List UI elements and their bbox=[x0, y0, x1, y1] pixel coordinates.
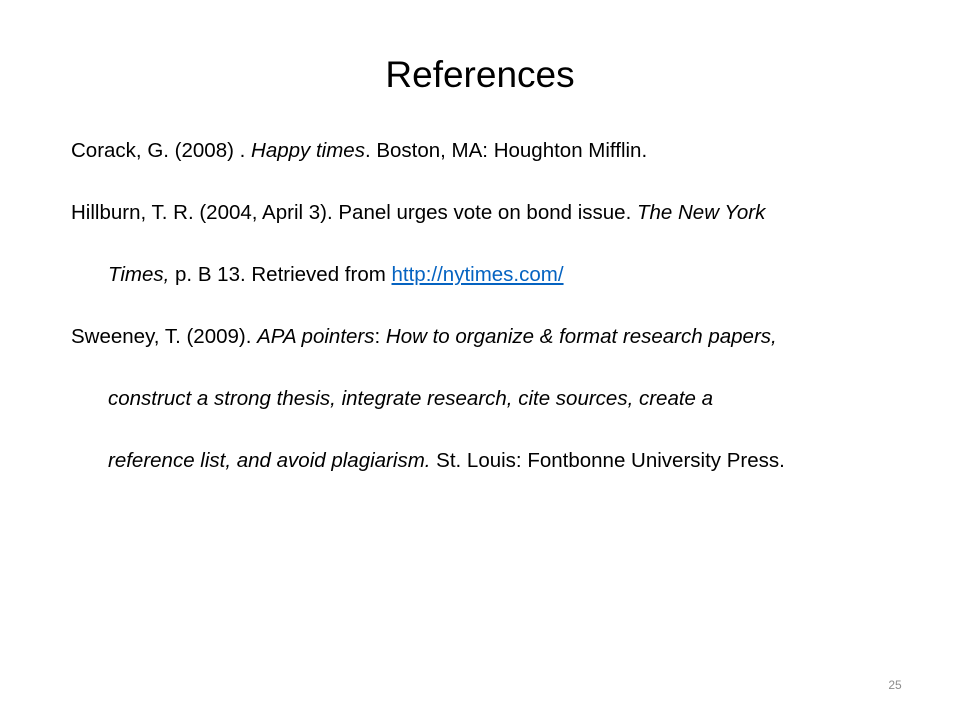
reference-text: . Boston, MA: Houghton Mifflin. bbox=[364, 139, 648, 162]
page-number: 25 bbox=[888, 678, 902, 692]
reference-italic-text: How to organize & format research papers, bbox=[385, 325, 777, 348]
reference-line bbox=[71, 120, 931, 182]
reference-italic-text: construct a strong thesis, integrate research, cite sources, create a bbox=[108, 387, 714, 410]
reference-italic-text: The New York bbox=[636, 201, 766, 224]
reference-text: p. B 13. Retrieved from bbox=[169, 263, 392, 286]
reference-entry bbox=[71, 182, 931, 306]
reference-text: : bbox=[374, 325, 386, 348]
reference-line bbox=[71, 182, 931, 244]
reference-text: St. Louis: Fontbonne University Press. bbox=[430, 449, 785, 472]
reference-entry bbox=[71, 120, 931, 182]
reference-url-link[interactable]: http://nytimes.com/ bbox=[391, 263, 564, 286]
reference-text: Hillburn, T. R. (2004, April 3). Panel urges vote on bond issue. bbox=[71, 201, 637, 224]
reference-entry bbox=[71, 306, 931, 492]
reference-italic-text: APA pointers bbox=[257, 325, 375, 348]
slide-title: References bbox=[385, 54, 575, 95]
reference-text: Corack, G. (2008) . bbox=[71, 139, 252, 162]
reference-italic-text: reference list, and avoid plagiarism. bbox=[108, 449, 431, 472]
reference-line bbox=[71, 368, 931, 430]
reference-text: Sweeney, T. (2009). bbox=[71, 325, 258, 348]
reference-line bbox=[71, 306, 931, 368]
reference-italic-text: Happy times bbox=[251, 139, 365, 162]
reference-list bbox=[71, 120, 931, 492]
reference-line bbox=[71, 430, 931, 492]
reference-line bbox=[71, 244, 931, 306]
reference-italic-text: Times, bbox=[108, 263, 170, 286]
